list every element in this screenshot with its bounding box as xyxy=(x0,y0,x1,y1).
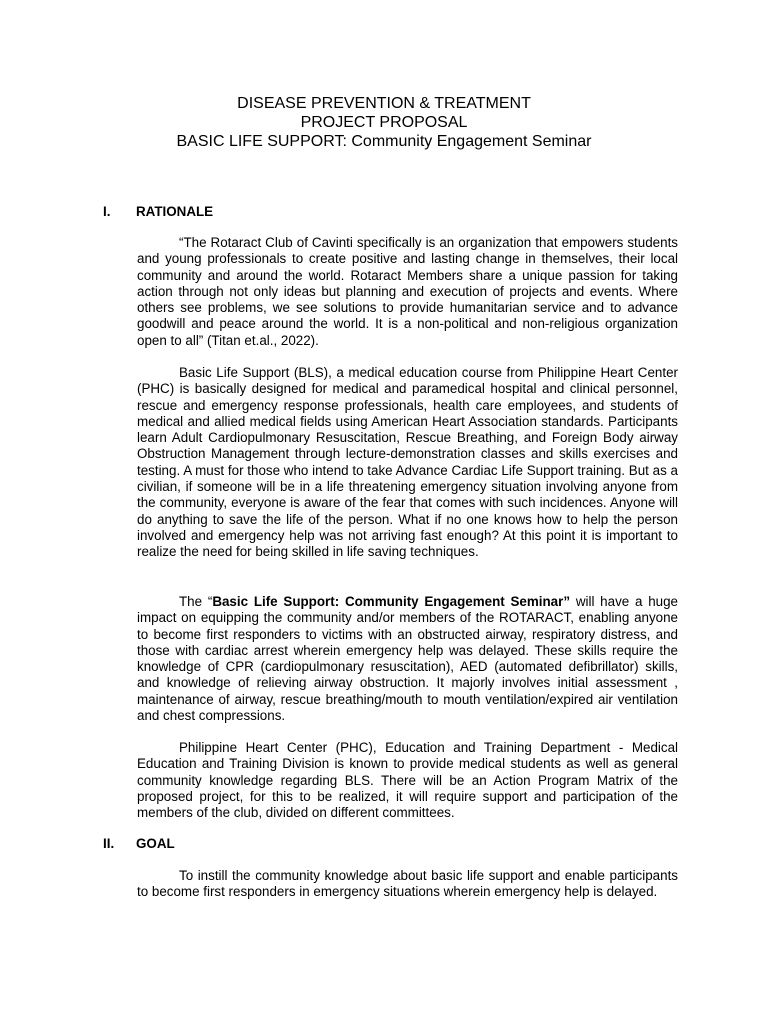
rationale-paragraph-1: “The Rotaract Club of Cavinti specifically is an organization that empowers students and young professionals to create positive and lasting change in themselves, their local community and around the world. Rotaract Members share a unique passion for taking action through not only ideas but planning and execution of projects and events. Where others see problems, we see solutions to provide humanitarian service and to advance goodwill and peace around the world. It is a non-political and non-religious organization open to all” (Titan et.al., 2022). xyxy=(137,235,678,348)
paragraph-post-text: will have a huge impact on equipping the community and/or members of the ROTARACT, enabling anyone to become first responders to victims with an obstructed airway, respiratory distress, and those with cardiac arrest wherein emergency help was delayed. These skills require the knowledge of CPR (cardiopulmonary resuscitation), AED (automated defibrillator) skills, and knowledge of relieving airway obstruction. It majorly involves initial assessment , maintenance of airway, rescue breathing/mouth to mouth ventilation/expired air ventilation and chest compressions. xyxy=(137,594,679,724)
rationale-paragraph-3 xyxy=(137,594,678,724)
section-title: RATIONALE xyxy=(136,204,214,219)
section-number: II. xyxy=(103,836,115,851)
goal-paragraph-1: To instill the community knowledge about basic life support and enable participants to become first responders in emergency situations wherein emergency help is delayed. xyxy=(137,868,678,900)
section-heading-rationale xyxy=(103,204,213,219)
document-title xyxy=(0,94,768,151)
section-heading-goal xyxy=(103,836,175,851)
title-line-1: DISEASE PREVENTION & TREATMENT xyxy=(237,95,531,112)
title-line-3: BASIC LIFE SUPPORT: Community Engagement Seminar xyxy=(176,133,592,150)
rationale-paragraph-2: Basic Life Support (BLS), a medical education course from Philippine Heart Center (PHC) is basically designed for medical and paramedical hospital and clinical personnel, rescue and emergency response professionals, health care employees, and students of medical and allied medical fields using American Heart Association standards. Participants learn Adult Cardiopulmonary Resuscitation, Rescue Breathing, and Foreign Body airway Obstruction Management through lecture-demonstration classes and skills exercises and testing. A must for those who intend to take Advance Cardiac Life Support training. But as a civilian, if someone will be in a life threatening emergency situation involving anyone from the community, everyone is aware of the fear that comes with such incidences. Anyone will do anything to save the life of the person. What if no one knows how to help the person involved and emergency help was not arriving fast enough? At this point it is important to realize the need for being skilled in life saving techniques. xyxy=(137,365,678,560)
seminar-title-bold: Basic Life Support: Community Engagement Seminar” xyxy=(212,594,571,609)
section-number: I. xyxy=(103,204,111,219)
title-line-2: PROJECT PROPOSAL xyxy=(300,114,468,131)
section-title: GOAL xyxy=(136,836,175,851)
paragraph-pre-text: The “ xyxy=(179,594,213,609)
rationale-paragraph-4: Philippine Heart Center (PHC), Education and Training Department - Medical Education and Training Division is known to provide medical students as well as general community knowledge regarding BLS. There will be an Action Program Matrix of the proposed project, for this to be realized, it will require support and participation of the members of the club, divided on different committees. xyxy=(137,740,678,821)
